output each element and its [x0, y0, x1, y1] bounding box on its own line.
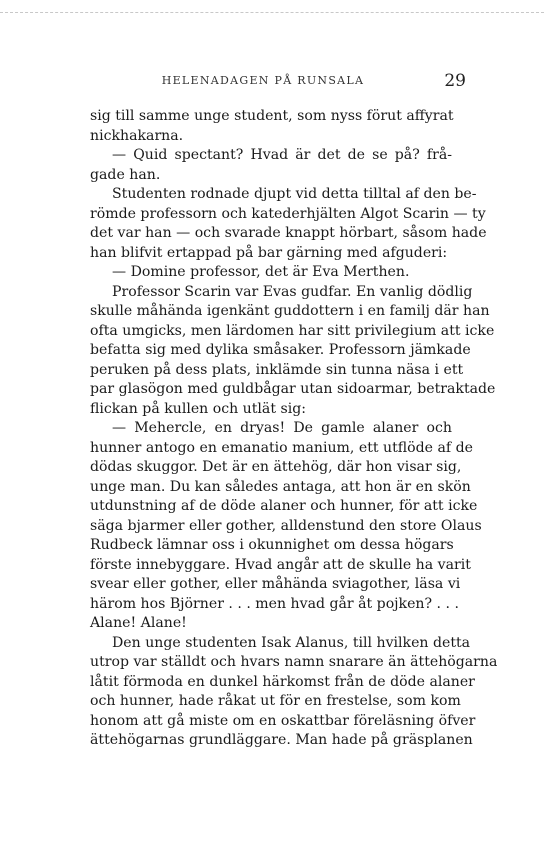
text-line: och hunner, hade råkat ut för en frestelse, som kom [90, 693, 461, 709]
text-line: ofta umgicks, men lärdomen har sitt privilegium att icke [90, 322, 495, 339]
text-line: härom hos Björner . . . men hvad går åt pojken? . . . [90, 595, 459, 612]
text-line: — Mehercle, en dryas! De gamle alaner och [112, 420, 452, 436]
text-line: Rudbeck lämnar oss i okunnighet om dessa högars [90, 537, 454, 553]
text-line: hunner antogo en emanatio manium, ett utflöde af de [90, 439, 473, 456]
text-line: nickhakarna. [90, 127, 184, 144]
text-line: Alane! Alane! [90, 615, 187, 631]
text-line: unge man. Du kan således antaga, att hon är en skön [90, 478, 471, 495]
text-line: skulle måhända igenkänt guddottern i en familj där han [90, 303, 490, 319]
text-line: ättehögarnas grundläggare. Man hade på gräsplanen [90, 732, 473, 748]
text-line: par glasögon med guldbågar utan sidoarmar, betraktade [90, 381, 496, 397]
text-line: Professor Scarin var Evas gudfar. En vanlig dödlig [112, 283, 473, 300]
text-line: flickan på kullen och utlät sig: [90, 400, 306, 417]
text-line: dödas skuggor. Det är en ättehög, där hon visar sig, [90, 459, 462, 475]
scan-edge-line [0, 12, 544, 14]
text-line: befatta sig med dylika småsaker. Professorn jämkade [90, 342, 471, 358]
text-line: förste innebyggare. Hvad angår att de skulle ha varit [90, 556, 471, 573]
text-line: gade han. [90, 166, 161, 183]
text-line: utdunstning af de döde alaner och hunner, för att icke [90, 498, 478, 514]
text-line: honom att gå miste om en oskattbar föreläsning öfver [90, 712, 476, 729]
running-title: HELENADAGEN PÅ RUNSALA [161, 74, 365, 87]
text-line: sig till samme unge student, som nyss förut affyrat [90, 108, 454, 124]
text-line: svear eller gother, eller måhända sviagother, läsa vi [90, 576, 461, 592]
text-line: han blifvit ertappad på bar gärning med afguderi: [90, 244, 448, 261]
body-text [90, 107, 498, 751]
running-head [90, 71, 466, 94]
text-line: — Domine professor, det är Eva Merthen. [112, 264, 410, 280]
text-line: det var han — och svarade knappt hörbart, såsom hade [90, 225, 487, 241]
text-line: säga bjarmer eller gother, alldenstund den store Olaus [90, 517, 482, 534]
text-line: utrop var ställdt och hvars namn snarare än ättehögarna [90, 654, 498, 670]
page-number: 29 [444, 71, 466, 91]
text-line: peruken på dess plats, inklämde sin tunna näsa i ett [90, 361, 464, 378]
text-line: römde professorn och katederhjälten Algot Scarin — ty [90, 205, 486, 222]
text-line: låtit förmoda en dunkel härkomst från de döde alaner [90, 673, 475, 690]
text-line: — Quid spectant? Hvad är det de se på? frå- [112, 147, 452, 163]
text-line: Den unge studenten Isak Alanus, till hvilken detta [112, 634, 471, 651]
text-line: Studenten rodnade djupt vid detta tilltal af den be- [112, 186, 477, 202]
